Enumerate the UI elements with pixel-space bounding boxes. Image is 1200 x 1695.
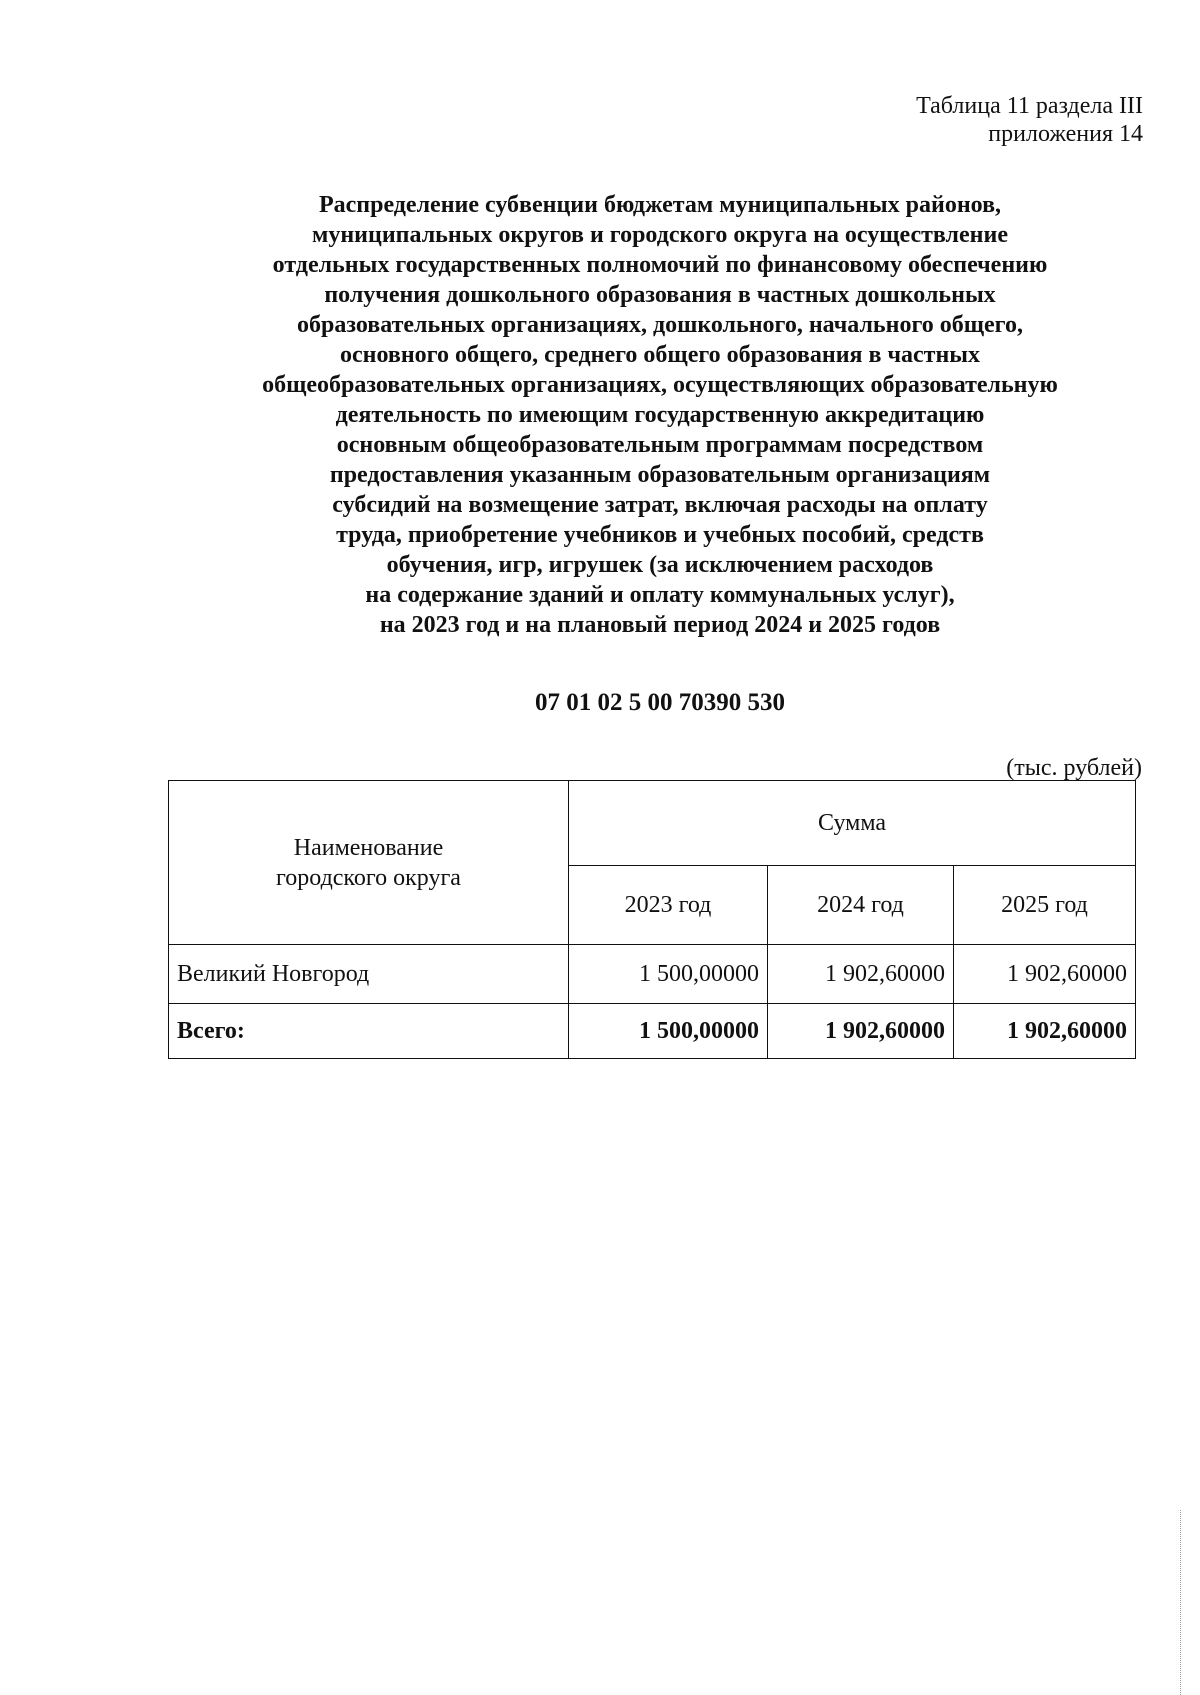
title-line: образовательных организациях, дошкольного, начального общего,: [297, 312, 1023, 338]
title-line: деятельность по имеющим государственную аккредитацию: [335, 402, 985, 428]
total-row: [169, 1004, 1136, 1059]
table-header-row: [169, 781, 1136, 866]
title-line: предоставления указанным образовательным организациям: [329, 462, 991, 488]
title-line: муниципальных округов и городского округа на осуществление: [312, 222, 1008, 248]
table-row: [169, 945, 1136, 1004]
title-line: Распределение субвенции бюджетам муниципальных районов,: [318, 192, 1002, 218]
title-line: отдельных государственных полномочий по финансовому обеспечению: [272, 252, 1048, 278]
column-header-year: 2024 год: [768, 866, 954, 945]
column-header-year: 2023 год: [569, 866, 768, 945]
total-amount-cell: 1 902,60000: [954, 1004, 1136, 1059]
title-line: на содержание зданий и оплату коммунальных услуг),: [365, 582, 955, 608]
total-label-cell: Всего:: [169, 1004, 569, 1059]
amount-cell: 1 500,00000: [569, 945, 768, 1004]
appendix-reference: [916, 92, 1143, 148]
title-line: труда, приобретение учебников и учебных пособий, средств: [336, 522, 984, 548]
column-header-sum: Сумма: [569, 781, 1136, 866]
scan-edge-line: [1180, 1510, 1181, 1695]
title-line: обучения, игр, игрушек (за исключением расходов: [386, 552, 934, 578]
units-note: (тыс. рублей): [1006, 755, 1142, 781]
document-title: [160, 190, 1160, 640]
subvention-table: [168, 780, 1136, 1059]
title-line: на 2023 год и на плановый период 2024 и 2025 годов: [379, 612, 941, 638]
appendix-reference-line: приложения 14: [988, 121, 1143, 147]
city-name-cell: Великий Новгород: [169, 945, 569, 1004]
title-line: основного общего, среднего общего образования в частных: [339, 342, 981, 368]
budget-classification-code: 07 01 02 5 00 70390 530: [535, 689, 785, 716]
total-amount-cell: 1 500,00000: [569, 1004, 768, 1059]
amount-cell: 1 902,60000: [768, 945, 954, 1004]
table-reference-line: Таблица 11 раздела III: [916, 93, 1143, 119]
column-header-name: [169, 781, 569, 945]
title-line: основным общеобразовательным программам посредством: [336, 432, 984, 458]
column-header-name-line2: городского округа: [276, 864, 461, 891]
title-line: общеобразовательных организациях, осуществляющих образовательную: [262, 372, 1058, 398]
column-header-name-line1: Наименование: [293, 834, 444, 861]
title-line: получения дошкольного образования в частных дошкольных: [324, 282, 996, 308]
column-header-year: 2025 год: [954, 866, 1136, 945]
total-amount-cell: 1 902,60000: [768, 1004, 954, 1059]
amount-cell: 1 902,60000: [954, 945, 1136, 1004]
title-line: субсидий на возмещение затрат, включая расходы на оплату: [332, 492, 988, 518]
